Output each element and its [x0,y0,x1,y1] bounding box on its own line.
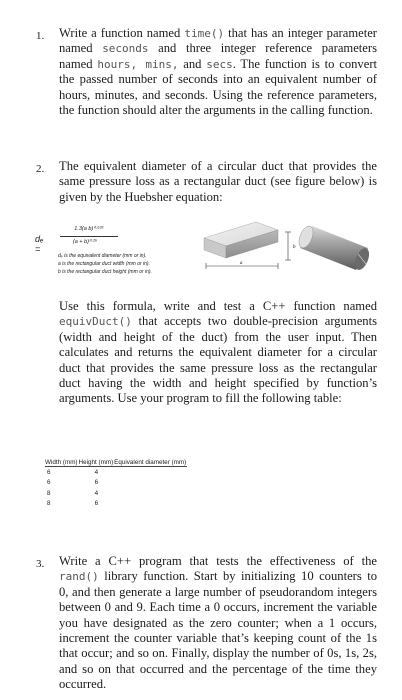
table-header-row [45,459,187,467]
text-line: the function should alter the arguments in the calling function. [59,103,373,118]
text-line: and so on that occurred and the percentage of the time they [59,661,377,676]
text-line: given by the Huebsher equation: [59,189,223,204]
text-line: arguments. Use your program to fill the following table: [59,391,342,406]
code-text: time() [184,27,225,40]
text-line: rand() library function. Start by initializing 10 counters to [59,569,377,584]
question-2-body [59,299,377,407]
text-line: that occur; and so on. Finally, display the number of 0s, 1s, 2s, [59,646,377,661]
text-line: The equivalent diameter of a circular duct that provides the [59,159,377,173]
text-line: Write a function named time() that has an integer parameter [59,26,378,40]
table-row [45,478,187,489]
formula-denominator: (a + b)⁰·²⁵ [72,239,98,245]
cell-equivalent-diameter [114,478,187,489]
text-line: duct that provides the same pressure loss as the rectangular [59,360,377,375]
cell-width: 8 [47,500,51,508]
results-table [45,459,187,509]
text-line: Use this formula, write and test a C++ function named [59,299,377,313]
definition-b: b is the rectangular duct height (mm or in). [58,269,152,275]
definition-a: a is the rectangular duct width (mm or in). [58,261,150,267]
cell-height: 4 [94,489,99,497]
dimension-b [285,232,296,260]
text-line: named seconds and three integer reference parameters [59,41,377,56]
label-a: a [240,261,243,266]
header-height: Height (mm) [78,459,114,466]
circular-duct [296,224,372,272]
code-text: rand() [59,570,99,584]
code-text: hours, mins, [97,57,179,71]
text-line: equivDuct() that accepts two double-precision arguments [59,314,377,329]
cell-width: 6 [47,468,51,476]
formula-numerator: 1.3(a b)⁰·⁶²⁵ [74,226,104,232]
text-line: 0, and then generate a large number of pseudorandom integers [59,584,377,599]
text-line: duct having the width and height specified by function’s [59,376,377,391]
question-2-intro [59,159,377,205]
text-line: Write a C++ program that tests the effectiveness of the [59,554,377,568]
text-line: hours, minutes, and seconds. Using the reference parameters, [59,87,377,102]
text-line: named hours, mins, and secs. The function is to convert [59,56,378,71]
label-b: b [293,245,296,250]
table-row [45,467,187,478]
text-line: you have designated as the zero counter; when a 1 occurs, [59,615,377,630]
definition-de: dₑ is the equivalent diameter (mm or in). [58,253,147,259]
table-row [45,488,187,499]
text-line: (width and height of the duct) from the user input. Then [59,329,377,344]
table-row [45,499,187,510]
question-number: 1. [36,30,45,42]
text-line: the passed number of seconds into an equivalent number of [59,72,377,87]
header-width: Width (mm) [45,459,78,466]
text-line: calculates and returns the equivalent diameter for a circular [59,345,377,360]
header-equivalent-diameter: Equivalent diameter (mm) [114,459,187,466]
code-text: secs [206,57,233,71]
text-line: occurred. [59,677,107,692]
cell-height: 6 [94,479,99,487]
question-3-text [59,554,377,693]
cell-height: 4 [94,468,99,476]
code-text: equivDuct() [59,315,132,329]
cell-width: 8 [47,489,51,497]
question-number: 3. [36,558,45,570]
code-text: seconds [102,42,149,56]
formula-lhs: dₑ = [35,234,44,254]
rectangular-duct [204,222,278,258]
cell-height: 6 [94,500,99,508]
question-1-text [59,26,377,118]
question-number: 2. [36,163,45,175]
cell-equivalent-diameter [114,499,187,510]
text-line: between 0 and 9. Each time a 0 occurs, increment the variable [59,600,377,615]
dimension-a [206,261,278,269]
duct-figure [196,218,386,282]
fraction-bar [60,236,118,237]
cell-equivalent-diameter [114,488,187,499]
cell-width: 6 [47,479,51,487]
cell-equivalent-diameter [114,467,187,478]
text-line: same pressure loss as a rectangular duct (see figure below) is [59,174,377,189]
text-line: increment the counter variable that’s keeping count of the 1s [59,631,377,646]
